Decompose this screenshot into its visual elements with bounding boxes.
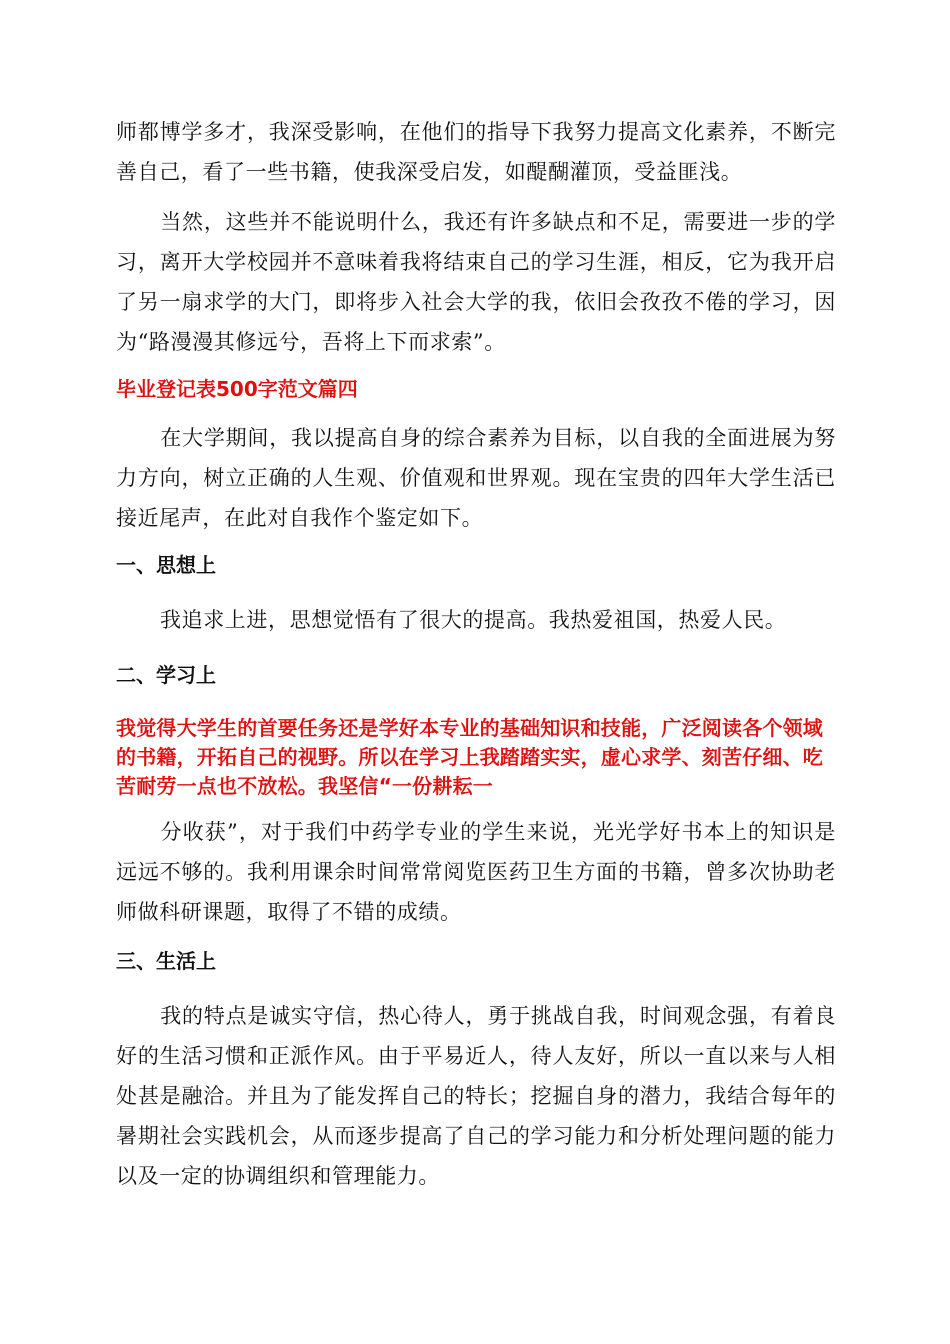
paragraph-thought [116,600,836,640]
paragraph-conclusion [116,202,836,362]
article-heading: 毕业登记表500字范文篇四 [116,377,358,401]
section-heading-study: 二、学习上 [116,663,216,687]
paragraph-intro [116,418,836,538]
paragraph-study-highlight: 我觉得大学生的首要任务还是学好本专业的基础知识和技能，广泛阅读各个领域的书籍，开拓自己的视野。所以在学习上我踏踏实实，虚心求学、刻苦仔细、吃苦耐劳一点也不放松。我坚信“一份耕耘一 [116,716,823,798]
paragraph-text: 我追求上进，思想觉悟有了很大的提高。我热爱祖国，热爱人民。 [160,608,787,632]
paragraph-text: 师都博学多才，我深受影响，在他们的指导下我努力提高文化素养，不断完善自己，看了一些书籍，使我深受启发，如醍醐灌顶，受益匪浅。 [116,120,836,184]
paragraph-text: 分收获”，对于我们中药学专业的学生来说，光光学好书本上的知识是远远不够的。我利用课余时间常常阅览医药卫生方面的书籍，曾多次协助老师做科研课题，取得了不错的成绩。 [116,820,836,924]
paragraph-text: 当然，这些并不能说明什么，我还有许多缺点和不足，需要进一步的学习，离开大学校园并不意味着我将结束自己的学习生涯，相反，它为我开启了另一扇求学的大门，即将步入社会大学的我，依旧会孜孜不倦的学习，因为“路漫漫其修远兮，吾将上下而求索”。 [116,210,836,354]
paragraph-continued [116,112,836,192]
paragraph-text: 在大学期间，我以提高自身的综合素养为目标，以自我的全面进展为努力方向，树立正确的人生观、价值观和世界观。现在宝贵的四年大学生活已接近尾声，在此对自我作个鉴定如下。 [116,426,836,530]
paragraph-study [116,812,836,932]
section-heading-life: 三、生活上 [116,949,216,973]
paragraph-text: 我的特点是诚实守信，热心待人，勇于挑战自我，时间观念强，有着良好的生活习惯和正派作风。由于平易近人，待人友好，所以一直以来与人相处甚是融洽。并且为了能发挥自己的特长；挖掘自身的潜力，我结合每年的暑期社会实践机会，从而逐步提高了自己的学习能力和分析处理问题的能力以及一定的协调组织和管理能力。 [116,1004,836,1188]
paragraph-life [116,996,836,1196]
section-heading-thought: 一、思想上 [116,553,216,577]
